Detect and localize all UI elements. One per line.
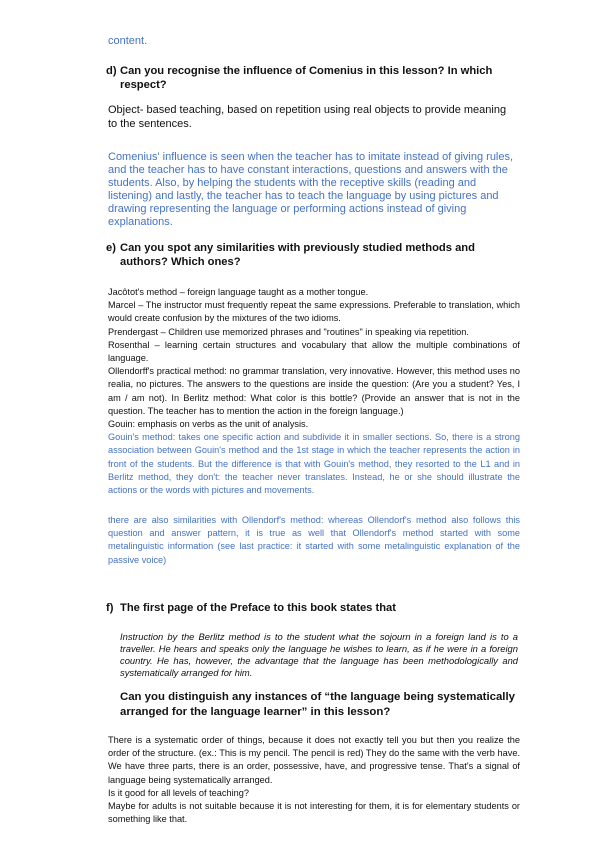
answer-f-systematic-order: There is a systematic order of things, because it does not exactly tell you but then you realize the order of the structure. (ex.: This is my pencil. The pencil is red) They do the same with the verb have. We have three parts, there is an order, possessive, have, and progressive tense. That's a signal of language being systematically arranged. xyxy=(108,735,520,785)
question-f-heading: The first page of the Preface to this book states that xyxy=(120,602,397,614)
question-d-label: d) xyxy=(106,65,117,77)
question-d-text: Can you recognise the influence of Comenius in this lesson? In which respect? xyxy=(120,65,493,91)
answer-f-adults: Maybe for adults is not suitable because it is not interesting for them, it is for elementary students or something like that. xyxy=(108,801,520,825)
question-f xyxy=(0,601,600,617)
similarity-gouin: Gouin: emphasis on verbs as the unit of analysis. xyxy=(108,419,309,430)
similarity-prendergast: Prendergast – Children use memorized phrases and "routines" in speaking via repetition. xyxy=(108,326,469,337)
similarity-marcel: Marcel – The instructor must frequently repeat the same expressions. Preferable to translation, which would create confusion by the mixtures of the two idioms. xyxy=(108,300,520,324)
question-f-label: f) xyxy=(106,602,114,614)
question-d xyxy=(0,64,600,94)
answer-d-comenius: Comenius' influence is seen when the teacher has to imitate instead of giving rules, and the teacher has to have constant interactions, questions and answers with the students. Also, by helping the students with the receptive skills (reading and listening) and lastly, the teacher has to teach the language by using pictures and drawing representing the language or performing actions instead of giving explanations. xyxy=(108,151,514,228)
similarity-rosenthal: Rosenthal – learning certain structures and vocabulary that allow the multiple combinations of language. xyxy=(108,339,520,364)
answer-f-question: Is it good for all levels of teaching? xyxy=(108,787,249,798)
answer-d-object-based: Object- based teaching, based on repetition using real objects to provide meaning to the sentences. xyxy=(108,104,507,130)
similarities-list xyxy=(108,286,520,497)
question-e xyxy=(0,241,600,271)
similarity-jacotot: Jacôtot's method – foreign language taught as a mother tongue. xyxy=(108,287,369,297)
continued-text: content. xyxy=(108,35,148,47)
similarity-ollendorf-blue: there are also similarities with Ollendorf's method: whereas Ollendorf's method also follows this question and answer pattern, it is true as well that Ollendorf's method started with some metalinguistic information (see last practice: it started with some metalinguistic explanation of the passive voice) xyxy=(108,515,520,565)
similarity-gouin-blue: Gouin's method: takes one specific action and subdivide it in smaller sections. So, there is a strong association between Gouin's method and the 1st stage in which the teacher represents the action in front of the students. But the difference is that with Gouin's method, they resorted to the L1 and in Berlitz method, they don't: the teacher never translates. Instead, he or she should illustrate the actions or the words with pictures and movements. xyxy=(108,432,520,496)
question-e-label: e) xyxy=(106,242,116,254)
answer-f xyxy=(108,734,520,826)
question-e-text: Can you spot any similarities with previously studied methods and authors? Which ones? xyxy=(120,242,475,268)
question-f-systematic: Can you distinguish any instances of “the language being systematically arranged for the language learner” in this lesson? xyxy=(120,691,515,718)
similarity-ollendorff: Ollendorff's practical method: no grammar translation, very innovative. However, this method uses no realia, no pictures. The answers to the questions are inside the question: (Are you a student? Yes, I am / am not). In Berlitz method: What color is this bottle? (Provide an answer that is not in the question. The teacher has to mention the action in the foreign language.) xyxy=(108,366,520,416)
preface-quote: Instruction by the Berlitz method is to the student what the sojourn in a foreign land is to a traveller. He hears and speaks only the language he wishes to learn, as if he were in a foreign country. He has, however, the advantage that the language has been methodologically and systematically arranged for him. xyxy=(120,631,518,678)
